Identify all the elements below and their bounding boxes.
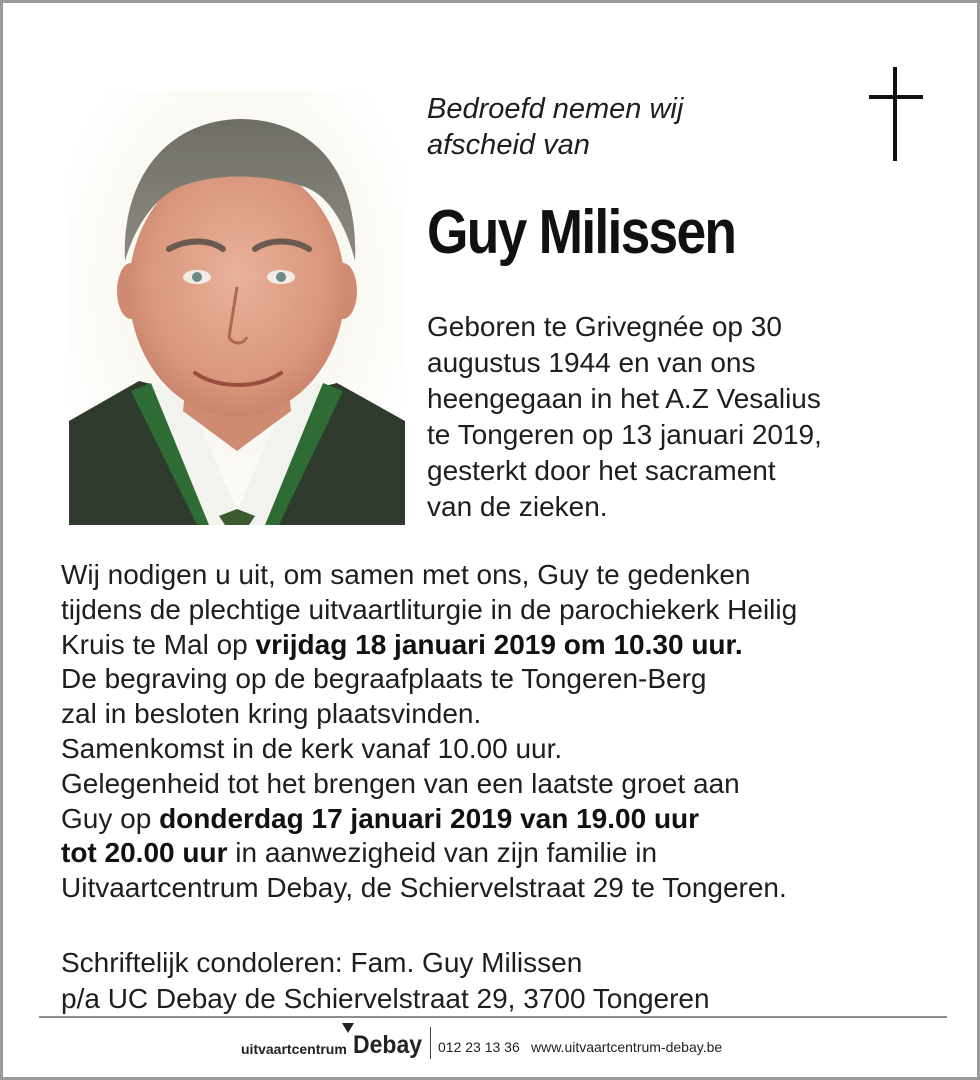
- body-line: Uitvaartcentrum Debay, de Schiervelstraat 29 te Tongeren.: [61, 872, 787, 904]
- footer-brand: Debay: [353, 1031, 423, 1059]
- body-text: Guy op: [61, 802, 160, 834]
- visitation-end: tot 20.00 uur: [61, 837, 228, 869]
- intro-text: [427, 91, 683, 163]
- intro-line: Bedroefd nemen wij: [427, 93, 684, 125]
- details-line: augustus 1944 en van ons: [427, 347, 756, 378]
- body-line: Gelegenheid tot het brengen van een laatste groet aan: [61, 767, 740, 799]
- body-line: [61, 802, 797, 837]
- body-line: [61, 628, 797, 663]
- details-line: heengegaan in het A.Z Vesalius: [427, 383, 821, 414]
- deceased-name: Guy Milissen: [427, 198, 736, 267]
- birth-death-details: [427, 309, 822, 525]
- body-line: zal in besloten kring plaatsvinden.: [61, 698, 482, 730]
- body-line: De begraving op de begraafplaats te Tongeren-Berg: [61, 663, 707, 695]
- body-line: Samenkomst in de kerk vanaf 10.00 uur.: [61, 732, 563, 764]
- body-text: Kruis te Mal op: [61, 628, 256, 660]
- body-text: in aanwezigheid van zijn familie in: [227, 837, 658, 869]
- body-line: [61, 836, 797, 871]
- footer-label: uitvaartcentrum: [241, 1041, 347, 1057]
- footer-separator: [430, 1027, 431, 1059]
- footer: [3, 1021, 977, 1071]
- details-line: van de zieken.: [427, 491, 608, 522]
- visitation-date: donderdag 17 januari 2019 van 19.00 uur: [159, 802, 700, 834]
- funeral-date: vrijdag 18 januari 2019 om 10.30 uur.: [255, 628, 743, 660]
- details-line: te Tongeren op 13 januari 2019,: [427, 419, 822, 450]
- condolence-line: Schriftelijk condoleren: Fam. Guy Milissen: [61, 947, 583, 978]
- cross-icon: [865, 65, 927, 165]
- footer-divider: [39, 1016, 947, 1018]
- body-line: tijdens de plechtige uitvaartliturgie in de parochiekerk Heilig: [61, 593, 798, 625]
- footer-website: www.uitvaartcentrum-debay.be: [531, 1039, 723, 1055]
- details-line: gesterkt door het sacrament: [427, 455, 776, 486]
- intro-line: afscheid van: [427, 129, 590, 161]
- condolence-address: [61, 945, 710, 1017]
- portrait-photo: [69, 91, 405, 525]
- details-line: Geboren te Grivegnée op 30: [427, 311, 782, 342]
- ceremony-details: [61, 558, 797, 906]
- footer-phone: 012 23 13 36: [438, 1039, 520, 1055]
- body-line: Wij nodigen u uit, om samen met ons, Guy te gedenken: [61, 559, 751, 590]
- condolence-line: p/a UC Debay de Schiervelstraat 29, 3700 Tongeren: [61, 983, 710, 1014]
